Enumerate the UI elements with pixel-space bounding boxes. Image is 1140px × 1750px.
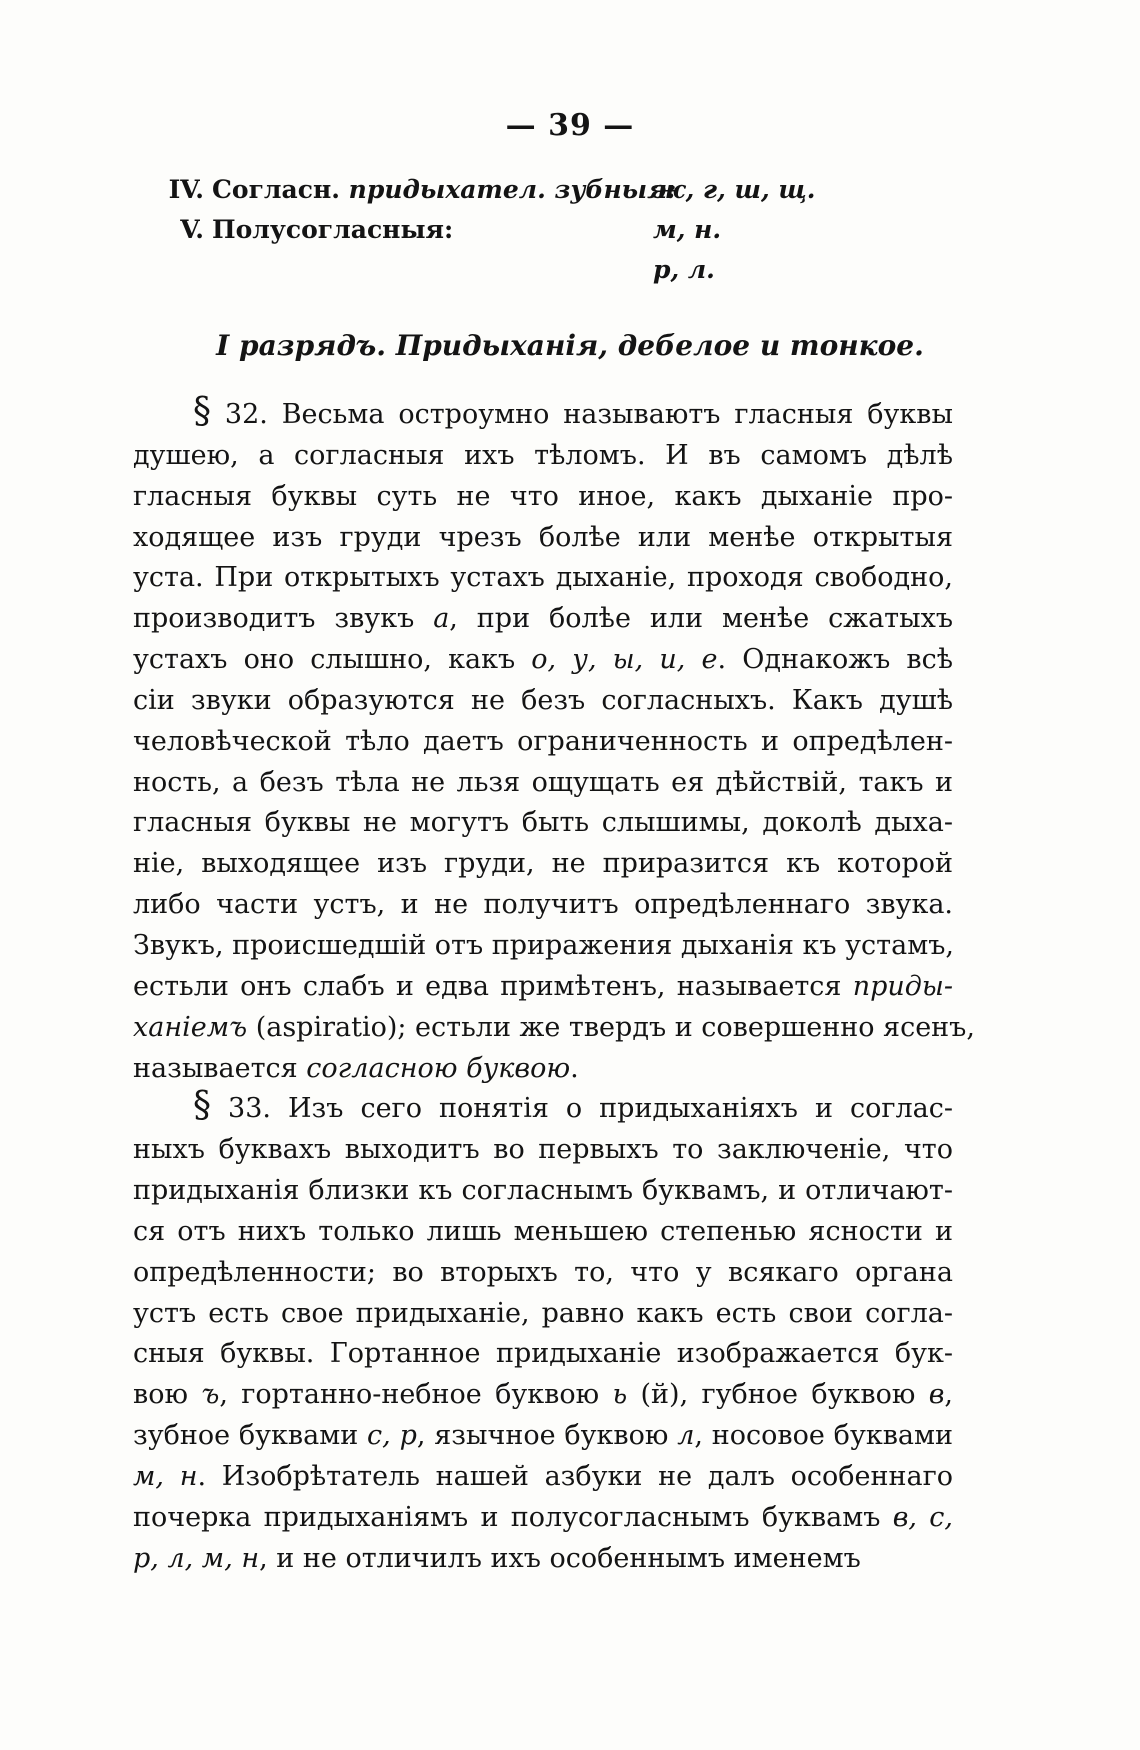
text-line: [133, 1334, 953, 1375]
text-segment: . Изобрѣтатель нашей азбуки не далъ особеннаго: [197, 1460, 953, 1492]
text-segment: устахъ оно слышно, какъ: [133, 644, 532, 676]
text-line: [133, 1294, 953, 1335]
text-segment: , язычное буквою: [416, 1420, 678, 1452]
text-segment: зубное буквами: [133, 1420, 368, 1452]
section-heading: I разрядъ. Придыханія, дебелое и тонкое.: [216, 329, 924, 362]
text-segment: либо части устъ, и не получитъ опредѣленнаго звука.: [133, 889, 953, 921]
text-line: [133, 1008, 975, 1049]
text-segment: , гортанно-небное буквою: [219, 1379, 613, 1411]
section-mark: §: [193, 1085, 211, 1127]
row-roman-numeral: IV.: [168, 175, 204, 204]
text-line: [133, 885, 953, 926]
text-segment: сныя буквы. Гортанное придыханіе изображается бук-: [133, 1338, 953, 1370]
text-segment: .: [570, 1052, 579, 1084]
text-segment: ныхъ буквахъ выходитъ во первыхъ то заключеніе, что: [133, 1134, 953, 1166]
table-row: [160, 215, 920, 255]
text-line: [133, 1171, 953, 1212]
text-line: [133, 1212, 953, 1253]
text-line: [133, 844, 953, 885]
text-segment: (aspiratio); естьли же твердъ и совершенно ясенъ,: [247, 1011, 975, 1043]
text-segment: производитъ звукъ: [133, 603, 434, 635]
text-segment: называется: [133, 1052, 307, 1084]
text-line: [133, 640, 953, 681]
text-segment: почерка придыханіямъ и полусогласнымъ буквамъ: [133, 1501, 893, 1533]
text-segment: , носовое буквами: [694, 1420, 953, 1452]
text-line: [133, 1375, 953, 1416]
text-line: [133, 1253, 953, 1294]
text-segment: придыханія близки къ согласнымъ буквамъ, и отличают-: [133, 1175, 953, 1207]
page-number: — 39 —: [505, 108, 635, 143]
text-segment: опредѣленности; во вторыхъ то, что у всякаго органа: [133, 1256, 953, 1288]
row-label: [212, 215, 453, 244]
italic-term: р, л, м, н: [133, 1542, 260, 1574]
text-segment: ніе, выходящее изъ груди, не приразится къ которой: [133, 848, 953, 880]
text-line: [133, 926, 953, 967]
text-segment: . Однакожъ всѣ: [717, 644, 954, 676]
italic-term: ь: [612, 1379, 628, 1411]
text-segment: сіи звуки образуются не безъ согласныхъ. Какъ душѣ: [133, 684, 953, 716]
text-segment: (й), губное буквою: [627, 1379, 929, 1411]
letter-classification-table: [160, 175, 920, 295]
italic-term: с, р: [367, 1420, 417, 1452]
row-letters: м, н.: [653, 215, 722, 244]
italic-term: в, с,: [892, 1501, 953, 1533]
text-segment: 32. Весьма остроумно называютъ гласныя буквы: [224, 399, 953, 430]
text-line: [133, 391, 953, 436]
text-line: [133, 1416, 953, 1457]
italic-term: о, у, ы, и, е: [531, 644, 718, 676]
text-segment: Звукъ, происшедшій отъ приражения дыханія къ устамъ,: [133, 929, 954, 961]
text-segment: гласныя буквы суть не что иное, какъ дыханіе про-: [133, 480, 953, 512]
text-line: [133, 967, 953, 1008]
table-row: [160, 175, 920, 215]
text-line: [133, 803, 953, 844]
text-line: [133, 599, 953, 640]
text-segment: естьли онъ слабъ и едва примѣтенъ, называется: [133, 970, 853, 1002]
italic-term: м, н: [133, 1460, 198, 1492]
text-line: [133, 1539, 953, 1580]
text-line: [133, 558, 953, 599]
text-line: [133, 518, 953, 559]
section-mark: §: [193, 391, 211, 432]
row-description: придыхател. зубныя:: [348, 175, 677, 204]
table-row: [160, 255, 920, 295]
text-segment: ся отъ нихъ только лишь меньшею степенью ясности и: [133, 1215, 953, 1247]
text-line: [133, 1085, 953, 1130]
text-line: [133, 477, 953, 518]
text-line: [133, 1049, 953, 1090]
body-text: [133, 391, 975, 1579]
row-roman-numeral: V.: [180, 215, 204, 244]
italic-term: ханіемъ: [133, 1011, 248, 1043]
italic-term: л: [677, 1420, 695, 1452]
text-segment: , при болѣе или менѣе сжатыхъ: [449, 603, 953, 635]
text-segment: ность, а безъ тѣла не льзя ощущать ея дѣйствій, такъ и: [133, 766, 953, 798]
text-segment: ходящее изъ груди чрезъ болѣе или менѣе открытыя: [133, 521, 953, 553]
text-segment: вою: [133, 1379, 202, 1411]
text-line: [133, 1457, 953, 1498]
text-line: [133, 681, 953, 722]
row-label: [212, 175, 676, 204]
italic-term: приды-: [852, 970, 953, 1002]
text-segment: устъ есть свое придыханіе, равно какъ есть свои согла-: [133, 1297, 953, 1329]
row-letters: ж, г, ш, щ.: [653, 175, 816, 204]
row-letters: р, л.: [653, 255, 715, 284]
italic-term: в: [928, 1379, 945, 1411]
text-segment: душею, а согласныя ихъ тѣломъ. И въ самомъ дѣлѣ: [133, 439, 953, 471]
text-line: [133, 436, 953, 477]
text-line: [133, 722, 953, 763]
row-label-text: Согласн.: [212, 175, 340, 204]
text-line: [133, 763, 953, 804]
text-segment: гласныя буквы не могутъ быть слышимы, доколѣ дыха-: [133, 807, 953, 839]
text-line: [133, 1498, 953, 1539]
text-segment: , и не отличилъ ихъ особеннымъ именемъ: [259, 1542, 861, 1574]
text-line: [133, 1130, 953, 1171]
italic-term: согласною буквою: [306, 1052, 571, 1084]
italic-term: а: [433, 603, 450, 635]
italic-term: ъ: [201, 1379, 220, 1411]
text-segment: уста. При открытыхъ устахъ дыханіе, проходя свободно,: [133, 562, 953, 594]
text-segment: человѣческой тѣло даетъ ограниченность и опредѣлен-: [133, 725, 953, 757]
text-segment: 33. Изъ сего понятія о придыханіяхъ и соглас-: [228, 1093, 953, 1125]
row-label-text: Полусогласныя:: [212, 215, 454, 244]
text-segment: ,: [944, 1379, 954, 1411]
